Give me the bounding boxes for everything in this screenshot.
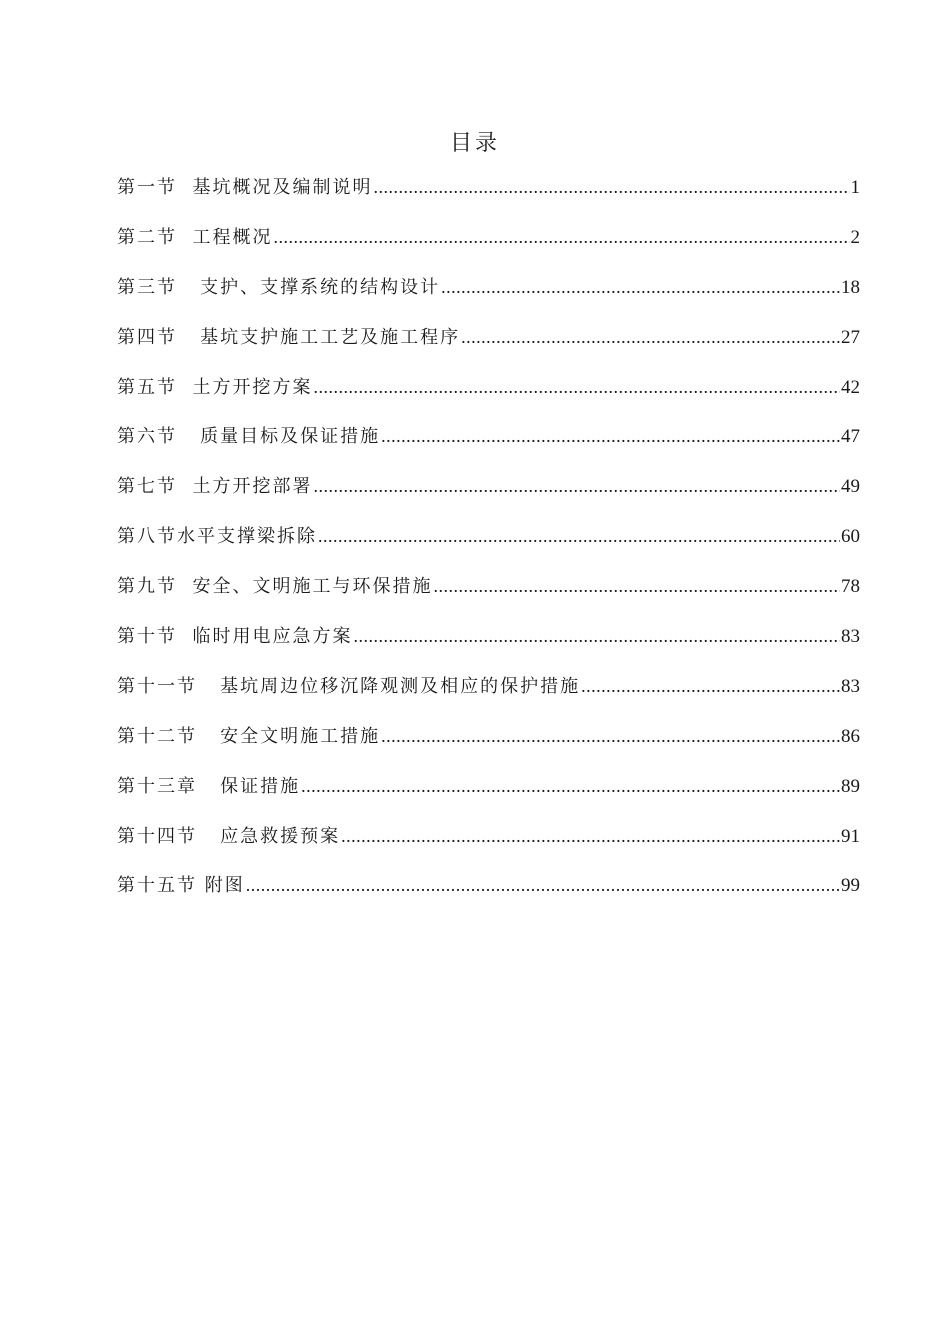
toc-entry-1[interactable] — [117, 172, 860, 222]
toc-page-number: 49 — [841, 476, 860, 498]
toc-dot-leader — [313, 372, 840, 402]
toc-dot-leader — [581, 671, 840, 701]
toc-dot-leader — [301, 771, 840, 801]
toc-entry-label: 第九节 安全、文明施工与环保措施 — [117, 576, 433, 598]
toc-dot-leader — [381, 421, 840, 451]
toc-entry-10[interactable] — [117, 621, 860, 671]
toc-entry-12[interactable] — [117, 721, 860, 771]
toc-entry-15[interactable] — [117, 870, 860, 920]
toc-page-number: 1 — [850, 177, 860, 198]
toc-dot-leader — [433, 571, 840, 601]
toc-entry-label: 第七节 土方开挖部署 — [117, 476, 313, 498]
toc-page-number: 89 — [841, 775, 860, 797]
toc-dot-leader — [318, 521, 840, 551]
toc-page-number: 60 — [841, 526, 860, 548]
page-title: 目录 — [449, 131, 500, 156]
table-of-contents — [117, 172, 860, 920]
toc-entry-label: 第十四节 应急救援预案 — [117, 825, 341, 847]
toc-page-number: 83 — [841, 675, 860, 697]
toc-dot-leader — [341, 821, 840, 851]
toc-entry-label: 第三节 支护、支撑系统的结构设计 — [117, 276, 441, 298]
toc-page-number: 83 — [841, 626, 860, 648]
toc-dot-leader — [381, 721, 840, 751]
toc-entry-8[interactable] — [117, 521, 860, 571]
toc-entry-label: 第二节 工程概况 — [117, 226, 273, 248]
toc-page-number: 42 — [841, 376, 860, 398]
toc-entry-2[interactable] — [117, 222, 860, 272]
toc-dot-leader — [441, 272, 840, 302]
toc-entry-6[interactable] — [117, 421, 860, 471]
toc-entry-label: 第八节水平支撑梁拆除 — [117, 526, 317, 548]
toc-dot-leader — [373, 172, 849, 202]
toc-entry-label: 第六节 质量目标及保证措施 — [117, 426, 381, 448]
toc-dot-leader — [273, 222, 849, 252]
toc-entry-label: 第一节 基坑概况及编制说明 — [117, 177, 373, 198]
toc-entry-11[interactable] — [117, 671, 860, 721]
toc-page-number: 18 — [841, 276, 860, 298]
toc-entry-5[interactable] — [117, 372, 860, 422]
toc-entry-13[interactable] — [117, 771, 860, 821]
toc-page-number: 27 — [841, 326, 860, 348]
toc-entry-label: 第五节 土方开挖方案 — [117, 376, 313, 398]
toc-entry-label: 第十节 临时用电应急方案 — [117, 626, 353, 648]
toc-entry-label: 第十二节 安全文明施工措施 — [117, 725, 381, 747]
toc-entry-label: 第十三章 保证措施 — [117, 775, 301, 797]
toc-page-number: 86 — [841, 725, 860, 747]
toc-entry-3[interactable] — [117, 272, 860, 322]
toc-entry-4[interactable] — [117, 322, 860, 372]
toc-entry-9[interactable] — [117, 571, 860, 621]
toc-dot-leader — [461, 322, 840, 352]
toc-entry-14[interactable] — [117, 821, 860, 871]
toc-page-number: 2 — [850, 226, 860, 248]
toc-dot-leader — [353, 621, 840, 651]
toc-entry-label: 第四节 基坑支护施工工艺及施工程序 — [117, 326, 461, 348]
toc-entry-7[interactable] — [117, 471, 860, 521]
toc-page-number: 99 — [841, 875, 860, 897]
toc-page-number: 47 — [841, 426, 860, 448]
toc-dot-leader — [246, 870, 840, 900]
toc-entry-label: 第十五节 附图 — [117, 875, 245, 897]
toc-dot-leader — [313, 471, 840, 501]
toc-page-number: 91 — [841, 825, 860, 847]
toc-entry-label: 第十一节 基坑周边位移沉降观测及相应的保护措施 — [117, 675, 581, 697]
toc-page-number: 78 — [841, 576, 860, 598]
